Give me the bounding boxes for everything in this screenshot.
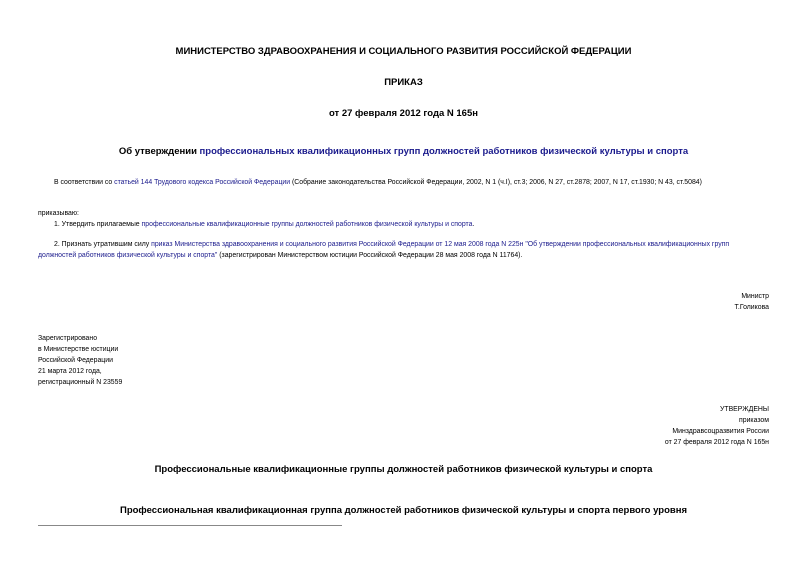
section-divider (38, 525, 342, 526)
order-item-2-line-1 (54, 239, 794, 250)
item1-suffix: . (472, 221, 475, 228)
registration-block (38, 333, 122, 388)
repealed-order-link-continued[interactable]: должностей работников физической культуры и спорта" (38, 252, 218, 259)
signature-position: Министр (741, 293, 769, 300)
approval-block (665, 404, 769, 448)
subsection-title: Профессиональная квалификационная группа должностей работников физической культуры и спорта первого уровня (120, 505, 687, 516)
registration-line: регистрационный N 23559 (38, 379, 123, 386)
section-title: Профессиональные квалификационные группы должностей работников физической культуры и спорта (154, 464, 653, 475)
approval-line: УТВЕРЖДЕНЫ (720, 406, 769, 413)
basis-prefix: В соответствии со (54, 179, 115, 186)
order-item-2-line-2 (38, 250, 794, 261)
approved-groups-link[interactable]: профессиональные квалификационные группы должностей работников физической культуры и спорта (141, 221, 473, 228)
signature-name: Т.Голикова (734, 304, 769, 311)
item2-suffix: (зарегистрирован Министерством юстиции Российской Федерации 28 мая 2008 года N 11764). (217, 252, 523, 259)
approval-line: от 27 февраля 2012 года N 165н (664, 439, 769, 446)
document-title-link[interactable]: профессиональных квалификационных групп должностей работников физической культуры и спорта (199, 146, 689, 157)
approval-line: Минздравсоцразвития России (672, 428, 769, 435)
registration-line: в Министерстве юстиции (38, 346, 119, 353)
ministry-heading: МИНИСТЕРСТВО ЗДРАВООХРАНЕНИЯ И СОЦИАЛЬНОГО РАЗВИТИЯ РОССИЙСКОЙ ФЕДЕРАЦИИ (175, 46, 632, 57)
approval-line: приказом (739, 417, 769, 424)
basis-paragraph (54, 177, 794, 188)
order-item-1 (54, 219, 794, 230)
item1-prefix: 1. Утвердить прилагаемые (54, 221, 142, 228)
repealed-order-link[interactable]: приказ Министерства здравоохранения и социального развития Российской Федерации от 12 мая 2008 года N 225н "Об утверждении профессиональных квалификационных групп (151, 241, 730, 248)
registration-line: 21 марта 2012 года, (38, 368, 102, 375)
basis-suffix: (Собрание законодательства Российской Федерации, 2002, N 1 (ч.I), ст.3; 2006, N 27, ст.2878; 2007, N 17, ст.1930; N 43, ст.5084) (290, 179, 702, 186)
item2-prefix: 2. Признать утратившим силу (54, 241, 152, 248)
document-title (0, 146, 807, 157)
document-title-prefix: Об утверждении (118, 146, 200, 157)
order-word: приказываю: (38, 210, 79, 217)
labor-code-article-link[interactable]: статьей 144 Трудового кодекса Российской Федерации (114, 179, 291, 186)
document-type: ПРИКАЗ (384, 77, 423, 88)
registration-line: Зарегистрировано (38, 335, 98, 342)
document-date: от 27 февраля 2012 года N 165н (328, 108, 478, 119)
registration-line: Российской Федерации (38, 357, 113, 364)
